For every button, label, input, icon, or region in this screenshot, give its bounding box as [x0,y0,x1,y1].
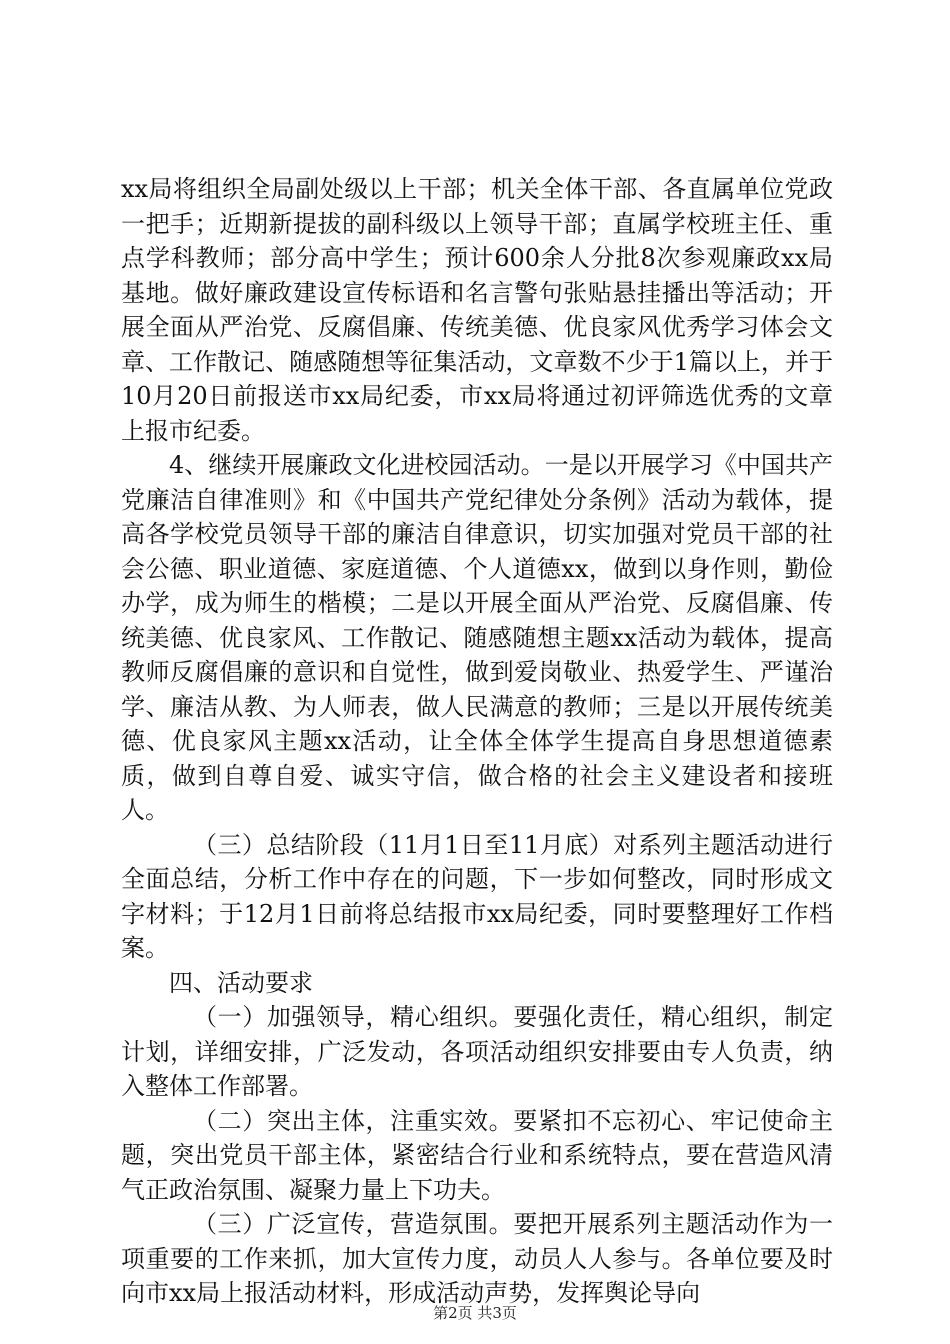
paragraph-summary-stage: （三）总结阶段（11月1日至11月底）对系列主题活动进行全面总结，分析工作中存在的问题，下一步如何整改，同时形成文字材料；于12月1日前将总结报市xx局纪委，同时要整理好工作档案。 [121,830,833,962]
paragraph-requirement-3: （三）广泛宣传，营造氛围。要把开展系列主题活动作为一项重要的工作来抓，加大宣传力度，动员人人参与。各单位要及时向市xx局上报活动材料，形成活动声势，发挥舆论导向 [121,1210,833,1307]
document-body [121,172,833,1311]
paragraph-requirement-1: （一）加强领导，精心组织。要强化责任，精心组织，制定计划，详细安排，广泛发动，各项活动组织安排要由专人负责，纳入整体工作部署。 [121,1003,833,1100]
paragraph-participants: xx局将组织全局副处级以上干部；机关全体干部、各直属单位党政一把手；近期新提拔的副科级以上领导干部；直属学校班主任、重点学科教师；部分高中学生；预计600余人分批8次参观廉政xx局基地。做好廉政建设宣传标语和名言警句张贴悬挂播出等活动；开展全面从严治党、反腐倡廉、传统美德、优良家风优秀学习体会文章、工作散记、随感随想等征集活动，文章数不少于1篇以上，并于10月20日前报送市xx局纪委，市xx局将通过初评筛选优秀的文章上报市纪委。 [121,175,833,445]
section-heading-requirements: 四、活动要求 [169,968,313,997]
page-number: 第2页 共3页 [433,1304,517,1322]
paragraph-campus-activity: 4、继续开展廉政文化进校园活动。一是以开展学习《中国共产党廉洁自律准则》和《中国共产党纪律处分条例》活动为载体，提高各学校党员领导干部的廉洁自律意识，切实加强对党员干部的社会公德、职业道德、家庭道德、个人道德xx，做到以身作则，勤俭办学，成为师生的楷模；二是以开展全面从严治党、反腐倡廉、传统美德、优良家风、工作散记、随感随想主题xx活动为载体，提高教师反腐倡廉的意识和自觉性，做到爱岗敬业、热爱学生、严谨治学、廉洁从教、为人师表，做人民满意的教师；三是以开展传统美德、优良家风主题xx活动，让全体全体学生提高自身思想道德素质，做到自尊自爱、诚实守信，做合格的社会主义建设者和接班人。 [121,451,833,824]
paragraph-requirement-2: （二）突出主体，注重实效。要紧扣不忘初心、牢记使命主题，突出党员干部主体，紧密结合行业和系统特点，要在营造风清气正政治氛围、凝聚力量上下功夫。 [121,1106,833,1204]
page-footer [0,1303,950,1323]
